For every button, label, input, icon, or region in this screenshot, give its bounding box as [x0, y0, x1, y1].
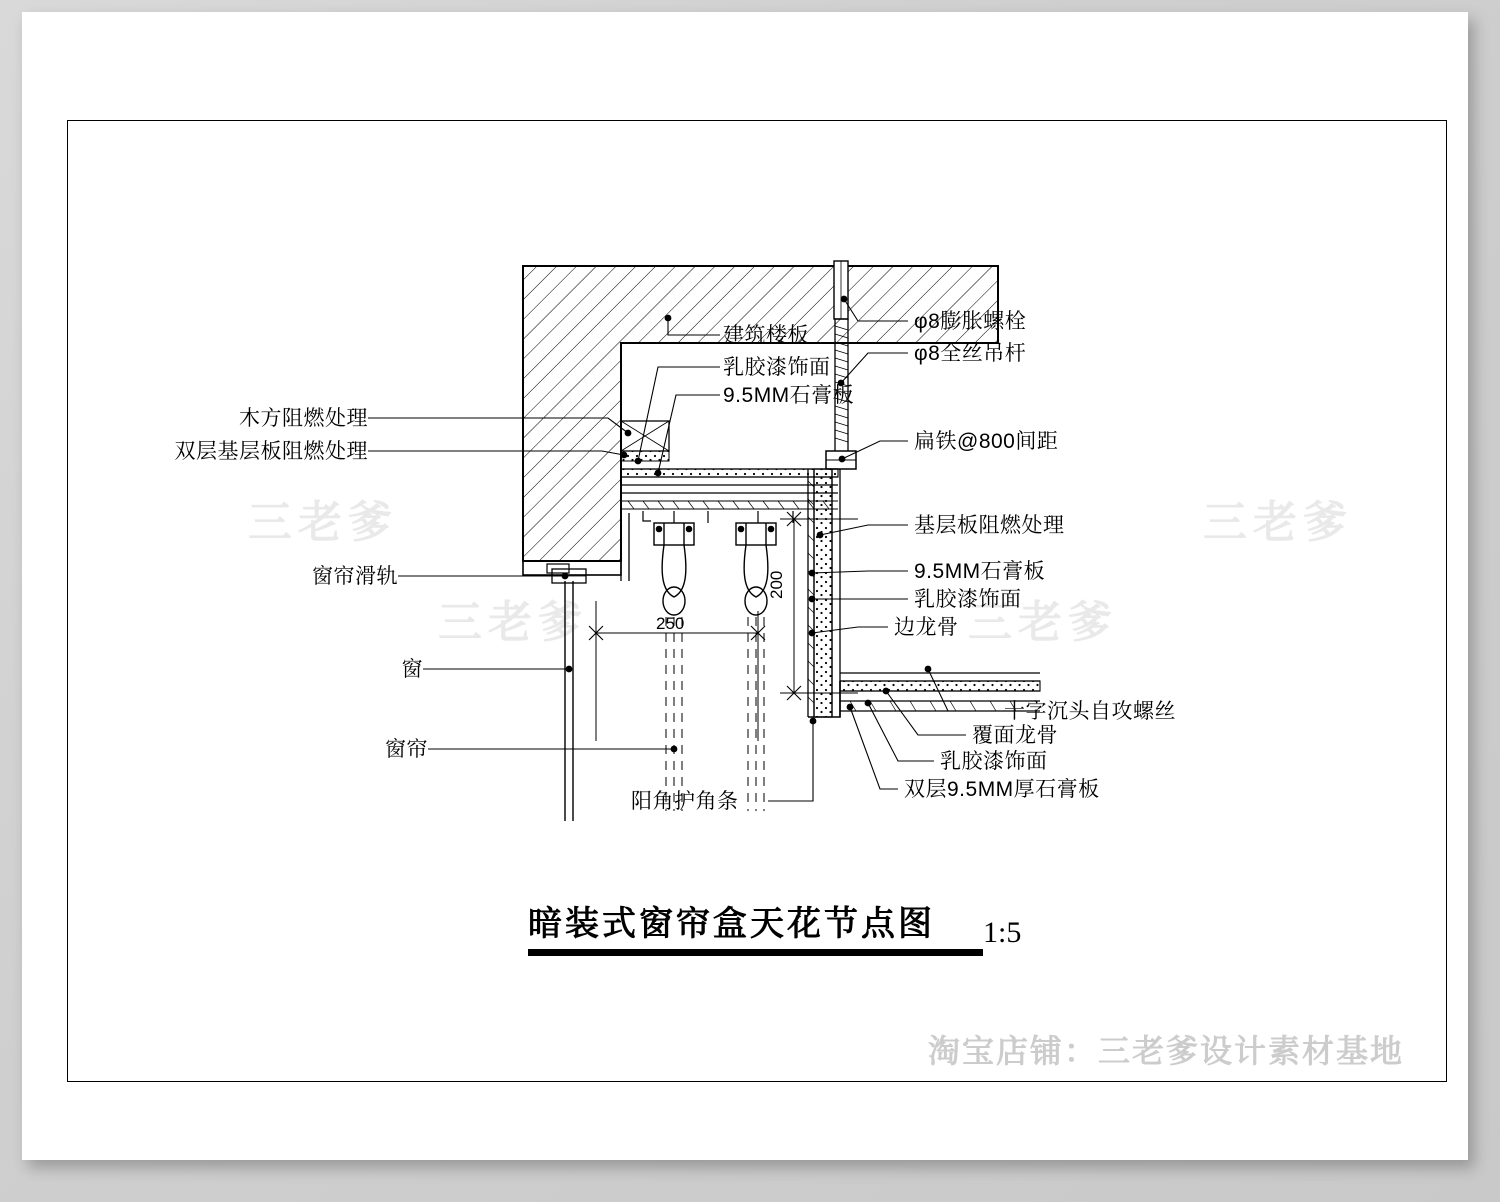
- label-shuangceng-jicengban: 双层基层板阻燃处理: [174, 440, 368, 463]
- label-jianzhu-louban: 建筑楼板: [723, 324, 809, 347]
- watermark-center: 三老爹: [438, 598, 588, 647]
- label-rujiaoqi-shimian-1: 乳胶漆饰面: [723, 356, 831, 379]
- label-shigaoban-95-2: 9.5MM石膏板: [914, 560, 1046, 583]
- label-mufang: 木方阻燃处理: [239, 407, 368, 430]
- label-phi8-quansi-diaogan: φ8全丝吊杆: [914, 342, 1027, 365]
- label-fumian-longgu: 覆面龙骨: [972, 724, 1058, 747]
- watermark-left: 三老爹: [248, 498, 398, 547]
- label-chuanglian-huagui: 窗帘滑轨: [312, 565, 398, 588]
- label-chuanglian: 窗帘: [385, 738, 428, 761]
- dimension-250: 250: [656, 614, 685, 633]
- watermark-shop: 淘宝店铺：三老爹设计素材基地: [928, 1033, 1405, 1069]
- title-underline: [528, 949, 983, 956]
- label-shuangceng-shigaoban: 双层9.5MM厚石膏板: [904, 778, 1100, 801]
- label-phi8-pengzhang-luoshuan: φ8膨胀螺栓: [914, 310, 1027, 333]
- label-yangjiao-hujiaotiao: 阳角护角条: [631, 790, 739, 813]
- title-block: [528, 896, 1048, 956]
- dimension-200: 200: [767, 570, 786, 599]
- drawing-frame: [67, 120, 1447, 1082]
- label-biantie-800: 扁铁@800间距: [914, 430, 1059, 453]
- label-chuang: 窗: [401, 658, 423, 681]
- watermark-right: 三老爹: [1203, 498, 1353, 547]
- drawing-title: 暗装式窗帘盒天花节点图: [528, 906, 935, 943]
- label-jicengban-zuran: 基层板阻燃处理: [914, 514, 1065, 537]
- drawing-scale: 1:5: [983, 916, 1022, 949]
- label-shizi-chentou-luosi: 十字沉头自攻螺丝: [1004, 700, 1176, 723]
- watermark-center-right: 三老爹: [968, 598, 1118, 647]
- label-bian-longgu: 边龙骨: [894, 616, 959, 639]
- label-shigaoban-95-1: 9.5MM石膏板: [723, 384, 855, 407]
- label-rujiaoqi-shimian-2: 乳胶漆饰面: [914, 588, 1022, 611]
- label-rujiaoqi-shimian-3: 乳胶漆饰面: [940, 750, 1048, 773]
- drawing-sheet: [22, 12, 1468, 1160]
